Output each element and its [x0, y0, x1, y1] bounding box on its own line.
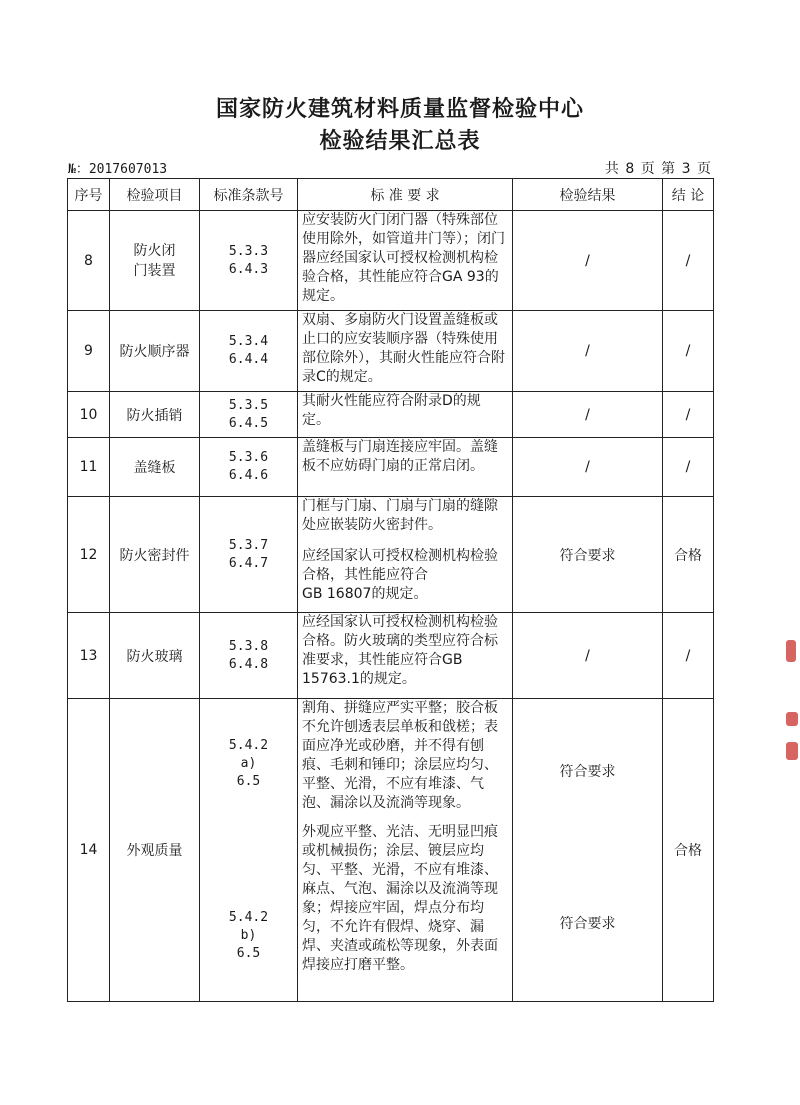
table-row — [68, 438, 714, 497]
row-conclusion: / — [663, 613, 714, 699]
table-row — [68, 497, 714, 613]
row-result: / — [513, 211, 663, 311]
clause-part-a: 5.4.2 a) 6.5 — [228, 738, 269, 789]
row-result: / — [513, 438, 663, 497]
document-title: 国家防火建筑材料质量监督检验中心 — [215, 97, 584, 122]
table-row — [68, 392, 714, 438]
results-table — [67, 178, 714, 1002]
row-requirement — [298, 699, 513, 1002]
result-part-a: 符合要求 — [559, 764, 616, 780]
table-row — [68, 613, 714, 699]
row-requirement: 应经国家认可授权检测机构检验合格。防火玻璃的类型应符合标准要求，其性能应符合GB 15763.1的规定。 — [298, 613, 513, 699]
row-conclusion: / — [663, 311, 714, 392]
col-header-no: 序号 — [68, 179, 110, 211]
row-item: 防火密封件 — [110, 497, 200, 613]
clause-part-b: 5.4.2 b) 6.5 — [228, 910, 269, 961]
requirement-part-a: 割角、拼缝应严实平整；胶合板不允许刨透表层单板和戗槎；表面应净光或砂磨，并不得有刨痕、毛刺和锤印；涂层应均匀、平整、光滑，不应有堆漆、气泡、漏涂以及流淌等现象。 — [302, 700, 498, 811]
table-header-row — [68, 179, 714, 211]
row-no: 8 — [68, 211, 110, 311]
requirement-part-b: 应经国家认可授权检测机构检验合格，其性能应符合 GB 16807的规定。 — [302, 548, 498, 602]
row-conclusion: 合格 — [663, 497, 714, 613]
row-no: 14 — [68, 699, 110, 1002]
requirement-part-b: 外观应平整、光洁、无明显凹痕或机械损伤；涂层、镀层应均匀、平整、光滑，不应有堆漆、麻点、气泡、漏涂以及流淌等现象；焊接应牢固，焊点分布均匀，不允许有假焊、烧穿、漏焊、夹渣或疏松等现象，外表面焊接应打磨平整。 — [302, 824, 498, 973]
document-subtitle: 检验结果汇总表 — [319, 129, 481, 154]
report-number: №：2017607013 — [68, 162, 168, 177]
col-header-clause: 标准条款号 — [200, 179, 298, 211]
row-requirement — [298, 497, 513, 613]
row-result — [513, 699, 663, 1002]
row-item: 防火顺序器 — [110, 311, 200, 392]
row-requirement: 其耐火性能应符合附录D的规定。 — [298, 392, 513, 438]
row-clause: 5.3.4 6.4.4 — [200, 311, 298, 392]
row-no: 9 — [68, 311, 110, 392]
row-item: 盖缝板 — [110, 438, 200, 497]
seal-fragment — [786, 640, 796, 662]
row-item: 防火玻璃 — [110, 613, 200, 699]
row-requirement: 盖缝板与门扇连接应牢固。盖缝板不应妨碍门扇的正常启闭。 — [298, 438, 513, 497]
row-clause: 5.3.7 6.4.7 — [200, 497, 298, 613]
row-result: 符合要求 — [513, 497, 663, 613]
row-conclusion: / — [663, 438, 714, 497]
seal-fragment — [786, 742, 798, 760]
col-header-result: 检验结果 — [513, 179, 663, 211]
requirement-part-a: 门框与门扇、门扇与门扇的缝隙处应嵌装防火密封件。 — [302, 498, 498, 533]
row-no: 11 — [68, 438, 110, 497]
row-clause — [200, 699, 298, 1002]
table-row — [68, 211, 714, 311]
row-no: 13 — [68, 613, 110, 699]
seal-fragment — [786, 712, 798, 726]
col-header-conclusion: 结 论 — [663, 179, 714, 211]
table-row — [68, 311, 714, 392]
row-item: 外观质量 — [110, 699, 200, 1002]
row-no: 12 — [68, 497, 110, 613]
row-requirement: 双扇、多扇防火门设置盖缝板或止口的应安装顺序器（特殊使用部位除外），其耐火性能应符合附录C的规定。 — [298, 311, 513, 392]
row-clause: 5.3.8 6.4.8 — [200, 613, 298, 699]
page-info: 共 8 页 第 3 页 — [604, 161, 712, 177]
row-item: 防火插销 — [110, 392, 200, 438]
row-clause: 5.3.5 6.4.5 — [200, 392, 298, 438]
row-clause: 5.3.3 6.4.3 — [200, 211, 298, 311]
result-part-b: 符合要求 — [559, 916, 616, 932]
row-requirement: 应安装防火门闭门器（特殊部位使用除外，如管道井门等）；闭门器应经国家认可授权检测机构检验合格，其性能应符合GA 93的规定。 — [298, 211, 513, 311]
col-header-item: 检验项目 — [110, 179, 200, 211]
table-row — [68, 699, 714, 1002]
col-header-requirement: 标 准 要 求 — [298, 179, 513, 211]
row-no: 10 — [68, 392, 110, 438]
row-conclusion: 合格 — [663, 699, 714, 1002]
row-result: / — [513, 613, 663, 699]
row-conclusion: / — [663, 211, 714, 311]
row-clause: 5.3.6 6.4.6 — [200, 438, 298, 497]
row-conclusion: / — [663, 392, 714, 438]
row-result: / — [513, 311, 663, 392]
row-item: 防火闭 门装置 — [110, 211, 200, 311]
row-result: / — [513, 392, 663, 438]
